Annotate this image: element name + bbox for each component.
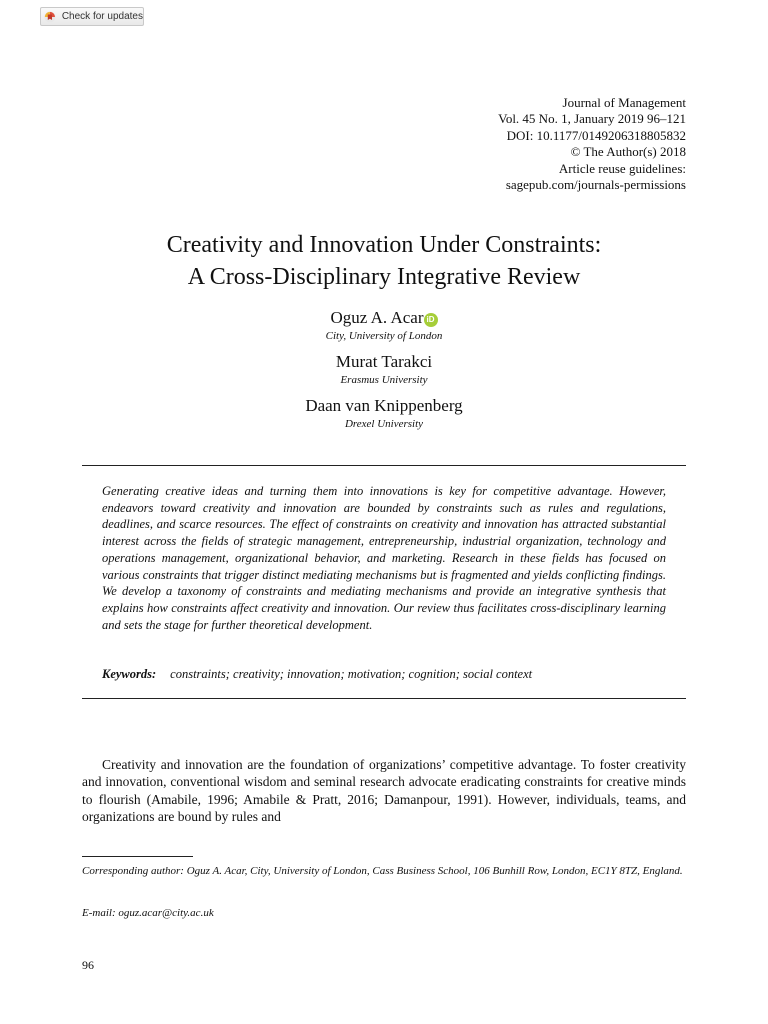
body-paragraph: Creativity and innovation are the foundation of organizations’ competitive advantage. To foster creativity and innovation, conventional wisdom and seminal research advocate eradicating constraints for creative minds to flourish (Amabile, 1996; Amabile & Pratt, 2016; Damanpour, 1991). However, individuals, teams, and organizations are bound by rules and xyxy=(82,757,686,824)
journal-copyright: © The Author(s) 2018 xyxy=(570,144,686,160)
author-2-affiliation: Erasmus University xyxy=(340,374,428,386)
author-1-name: Oguz A. Acar xyxy=(330,308,424,327)
abstract-top-rule xyxy=(82,465,686,466)
footnote-email[interactable]: E-mail: oguz.acar@city.ac.uk xyxy=(82,907,214,919)
check-for-updates-button[interactable] xyxy=(40,7,144,26)
article-title-line2: A Cross-Disciplinary Integrative Review xyxy=(187,264,581,290)
check-for-updates-label: Check for updates xyxy=(61,11,143,22)
journal-doi[interactable]: DOI: 10.1177/0149206318805832 xyxy=(506,127,686,143)
author-1-affiliation: City, University of London xyxy=(325,330,443,342)
article-title xyxy=(0,229,768,293)
keywords-label: Keywords: xyxy=(102,667,157,681)
article-title-line1: Creativity and Innovation Under Constraints: xyxy=(166,232,602,258)
abstract-bottom-rule xyxy=(82,698,686,699)
author-list xyxy=(0,307,768,439)
footnote-rule xyxy=(82,856,193,857)
journal-name: Journal of Management xyxy=(562,95,686,110)
journal-volume: Vol. 45 No. 1, January 2019 96–121 xyxy=(498,111,686,127)
page-number: 96 xyxy=(82,958,94,972)
author-2-name: Murat Tarakci xyxy=(335,352,433,371)
keywords xyxy=(102,667,532,682)
check-for-updates-icon xyxy=(44,10,56,24)
abstract: Generating creative ideas and turning them into innovations is key for competitive advantage. However, endeavors toward creativity and innovation are bounded by constraints such as rules and regulations, deadlines, and scarce resources. The effect of constraints on creativity and innovation has attracted substantial interest across the fields of strategic management, entrepreneurship, industrial organization, technology and operations management, organizational behavior, and marketing. Research in these fields has focused on various constraints that trigger distinct mediating mechanisms but is fragmented and yields conflicting findings. We develop a taxonomy of constraints and mediating mechanisms and provide an integrative synthesis that explains how constraints affect creativity and innovation. Our review thus facilitates cross-disciplinary learning and sets the stage for further theoretical development. xyxy=(102,484,666,632)
author-3-name: Daan van Knippenberg xyxy=(305,396,463,415)
author-name xyxy=(0,307,768,328)
author-3-affiliation: Drexel University xyxy=(344,418,424,430)
keywords-text: constraints; creativity; innovation; motivation; cognition; social context xyxy=(170,667,533,681)
footnote-correspondence: Corresponding author: Oguz A. Acar, City, University of London, Cass Business School, 106 Bunhill Row, London, EC1Y 8TZ, England. xyxy=(82,865,683,877)
orcid-icon[interactable]: iD xyxy=(424,313,438,327)
journal-info xyxy=(498,95,686,193)
journal-permissions-link[interactable]: sagepub.com/journals-permissions xyxy=(505,177,686,193)
journal-reuse-label: Article reuse guidelines: xyxy=(558,160,686,176)
